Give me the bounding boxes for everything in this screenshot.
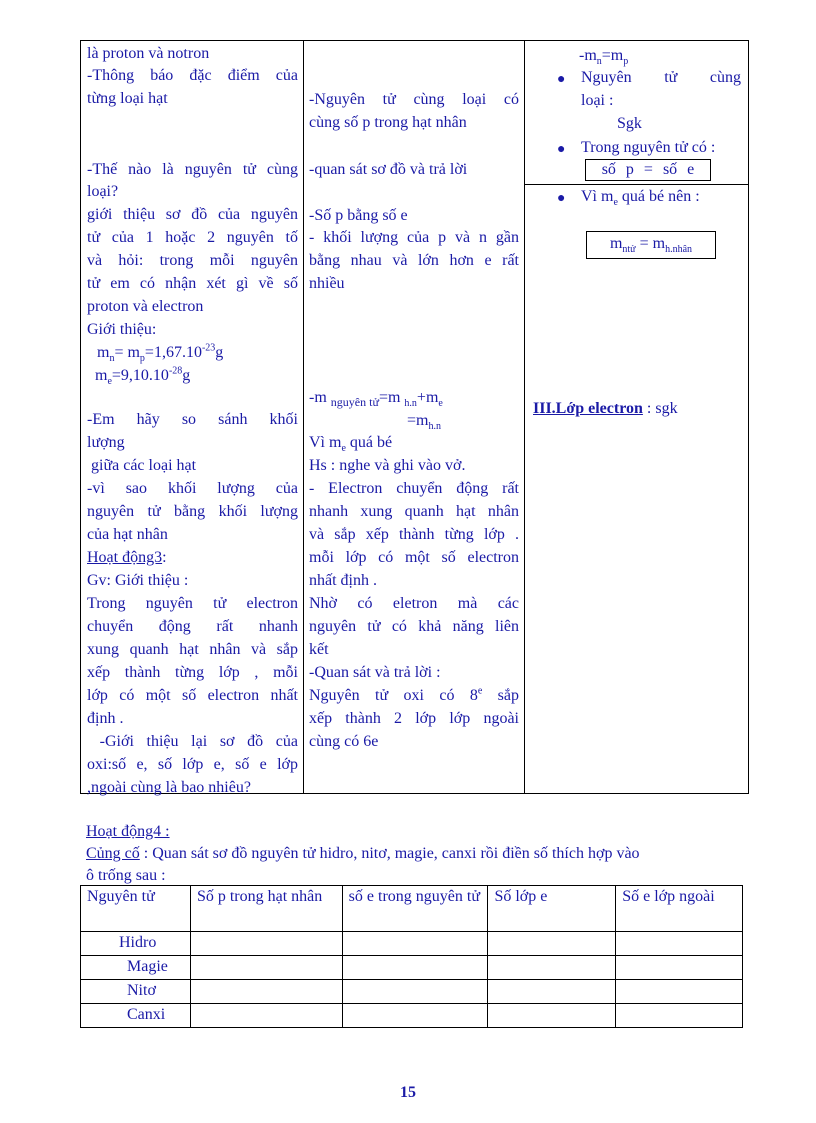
text-line: Sgk bbox=[617, 115, 642, 132]
text-line: giữa các loại hạt bbox=[87, 457, 197, 474]
blank-cell[interactable] bbox=[488, 956, 616, 980]
mass-proton-neutron: $m_n= m_p=1,67.10^{-23}g$ bbox=[97, 342, 224, 365]
text-line: -Nguyên tử cùng loại có bbox=[309, 91, 519, 108]
element-name: Hidro bbox=[81, 932, 191, 956]
text-line: cùng số p trong hạt nhân bbox=[309, 114, 467, 131]
element-name: Canxi bbox=[81, 1004, 191, 1028]
text-line: - khối lượng của p và n gần bbox=[309, 229, 519, 246]
mass-electron: $m_e=9,10.10^{-28}g$ bbox=[95, 365, 191, 388]
mass-equal-note: $-m_n=m_p$ bbox=[579, 47, 629, 68]
text-line: -quan sát sơ đồ và trả lời bbox=[309, 161, 468, 178]
activity3-title: Hoạt động3 bbox=[87, 549, 163, 566]
header-cell: Nguyên tử bbox=[81, 886, 191, 932]
blank-cell[interactable] bbox=[190, 956, 342, 980]
blank-cell[interactable] bbox=[342, 956, 488, 980]
text-line: Nhờ có eletron mà các bbox=[309, 595, 519, 612]
text-line: nguyên tử có khả năng liên bbox=[309, 618, 519, 635]
mass-equation-1 bbox=[309, 387, 519, 409]
text-line: kết bbox=[309, 641, 329, 658]
text-line: -vì sao khối lượng của bbox=[87, 480, 298, 497]
description-text: Quan sát sơ đồ nguyên tử hidro, nitơ, magie, canxi rồi điền số thích hợp vào bbox=[148, 845, 640, 862]
blank-cell[interactable] bbox=[488, 1004, 616, 1028]
blank-cell[interactable] bbox=[488, 980, 616, 1004]
mass-atom-box: $m_{ntử} = m_{h.nhân}$ bbox=[586, 231, 716, 259]
eq-part: =m bbox=[378, 389, 401, 406]
table-row bbox=[81, 956, 743, 980]
text-line: giới thiệu sơ đồ của nguyên bbox=[87, 206, 298, 223]
text-line: của hạt nhân bbox=[87, 526, 168, 543]
text-line: bằng nhau và lớn hơn e rất bbox=[309, 252, 519, 269]
table-row bbox=[81, 980, 743, 1004]
activity4-description-2: ô trống sau : bbox=[86, 867, 166, 884]
bullet-icon: ● bbox=[557, 191, 566, 206]
blank-cell[interactable] bbox=[616, 932, 743, 956]
blank-cell[interactable] bbox=[342, 1004, 488, 1028]
electron-layer-title: III.Lớp electron bbox=[533, 400, 643, 417]
text-line: Vì $m_e$ quá bé bbox=[309, 434, 393, 455]
lesson-table bbox=[80, 40, 749, 794]
activity4-description bbox=[86, 843, 746, 865]
eq-sub: nguyên tử bbox=[330, 395, 379, 410]
blank-cell[interactable] bbox=[616, 1004, 743, 1028]
text-line: Hs : nghe và ghi vào vở. bbox=[309, 457, 466, 474]
blank-cell[interactable] bbox=[342, 980, 488, 1004]
eq-sub: e bbox=[438, 398, 443, 410]
text-line: chuyển động rất nhanh bbox=[87, 618, 298, 635]
activity3-heading bbox=[87, 547, 298, 569]
proton-electron-box: số p = số e bbox=[585, 159, 711, 181]
text-line: Trong nguyên tử có : bbox=[581, 139, 716, 156]
text-line: -Số p bằng số e bbox=[309, 207, 408, 224]
header-cell: Số e lớp ngoài bbox=[616, 886, 743, 932]
text-line: -Em hãy so sánh khối bbox=[87, 411, 298, 428]
activity4-title: Hoạt động4 : bbox=[86, 823, 170, 840]
text-line: lượng bbox=[87, 434, 125, 451]
text-line: tử của 1 hoặc 2 nguyên tố bbox=[87, 229, 298, 246]
text-line: Trong nguyên tử electron bbox=[87, 595, 298, 612]
table-row bbox=[81, 1004, 743, 1028]
text-line: -Thế nào là nguyên tử cùng bbox=[87, 161, 298, 178]
text-line: nhiều bbox=[309, 275, 345, 292]
text-line: và sắp xếp thành từng lớp . bbox=[309, 526, 519, 543]
header-cell: số e trong nguyên tử bbox=[342, 886, 488, 932]
eq-part: -m bbox=[309, 389, 327, 406]
page-number: 15 bbox=[400, 1084, 416, 1101]
consolidation-label: Củng cố bbox=[86, 845, 140, 862]
text-line: Gv: Giới thiệu : bbox=[87, 572, 189, 589]
column-divider bbox=[303, 41, 304, 793]
blank-cell[interactable] bbox=[190, 932, 342, 956]
text-line: lớp có một số electron nhất bbox=[87, 687, 298, 704]
text-line: oxi:số e, số lớp e, số e lớp bbox=[87, 756, 298, 773]
consolidation-colon: : bbox=[139, 845, 149, 862]
table-row bbox=[81, 932, 743, 956]
text-line: nhất định . bbox=[309, 572, 377, 589]
electron-layer-rest: : sgk bbox=[642, 400, 678, 417]
blank-cell[interactable] bbox=[190, 980, 342, 1004]
text-line: proton và electron bbox=[87, 298, 204, 315]
text-line: nguyên tử bằng khối lượng bbox=[87, 503, 298, 520]
text-line: ,ngoài cùng là bao nhiêu? bbox=[87, 779, 251, 796]
bullet-icon: ● bbox=[557, 72, 566, 87]
text-line: xếp thành 2 lớp lớp ngoài bbox=[309, 710, 519, 727]
blank-cell[interactable] bbox=[616, 980, 743, 1004]
text-line: Nguyên tử oxi có 8e sắp bbox=[309, 685, 520, 704]
eq-part: +m bbox=[416, 389, 439, 406]
text-line: Vì $m_e$ quá bé nên : bbox=[581, 188, 700, 209]
blank-cell[interactable] bbox=[342, 932, 488, 956]
blank-cell[interactable] bbox=[190, 1004, 342, 1028]
text-line: tử em có nhận xét gì về số bbox=[87, 275, 298, 292]
text-line: cùng có 6e bbox=[309, 733, 379, 750]
text-line: và hỏi: trong mỗi nguyên bbox=[87, 252, 298, 269]
section-heading bbox=[533, 398, 747, 420]
table-header-row bbox=[81, 886, 743, 932]
text-line: là proton và notron bbox=[87, 45, 210, 62]
header-cell: Số lớp e bbox=[488, 886, 616, 932]
column-divider bbox=[524, 41, 525, 793]
activity3-colon: : bbox=[162, 549, 167, 566]
text-line: xếp thành từng lớp , mỗi bbox=[87, 664, 298, 681]
eq-sub: h.n bbox=[404, 398, 417, 410]
text-line: định . bbox=[87, 710, 124, 727]
text-line: nhanh xung quanh hạt nhân bbox=[309, 503, 519, 520]
fill-in-table bbox=[80, 885, 743, 1028]
blank-cell[interactable] bbox=[616, 956, 743, 980]
mass-equation-2 bbox=[407, 410, 517, 432]
text-line: Nguyên tử cùng bbox=[581, 69, 741, 86]
element-name: Magie bbox=[81, 956, 191, 980]
text-line: Giới thiệu: bbox=[87, 321, 157, 338]
eq-part: =m bbox=[407, 412, 429, 429]
text-line: từng loại hạt bbox=[87, 90, 168, 107]
text-line: xung quanh hạt nhân và sắp bbox=[87, 641, 298, 658]
text-line: -Quan sát và trả lời : bbox=[309, 664, 441, 681]
row-divider bbox=[524, 184, 749, 185]
header-cell: Số p trong hạt nhân bbox=[190, 886, 342, 932]
bullet-icon: ● bbox=[557, 142, 566, 157]
text-line: -Giới thiệu lại sơ đồ của bbox=[87, 733, 298, 750]
blank-cell[interactable] bbox=[488, 932, 616, 956]
activity4-heading bbox=[86, 821, 746, 843]
text-line: - Electron chuyển động rất bbox=[309, 480, 519, 497]
eq-sub: h.n bbox=[428, 421, 441, 433]
text-line: -Thông báo đặc điểm của bbox=[87, 67, 298, 84]
text-line: loại? bbox=[87, 183, 119, 200]
text-line: loại : bbox=[581, 92, 614, 109]
text-line: mỗi lớp có một số electron bbox=[309, 549, 519, 566]
element-name: Nitơ bbox=[81, 980, 191, 1004]
